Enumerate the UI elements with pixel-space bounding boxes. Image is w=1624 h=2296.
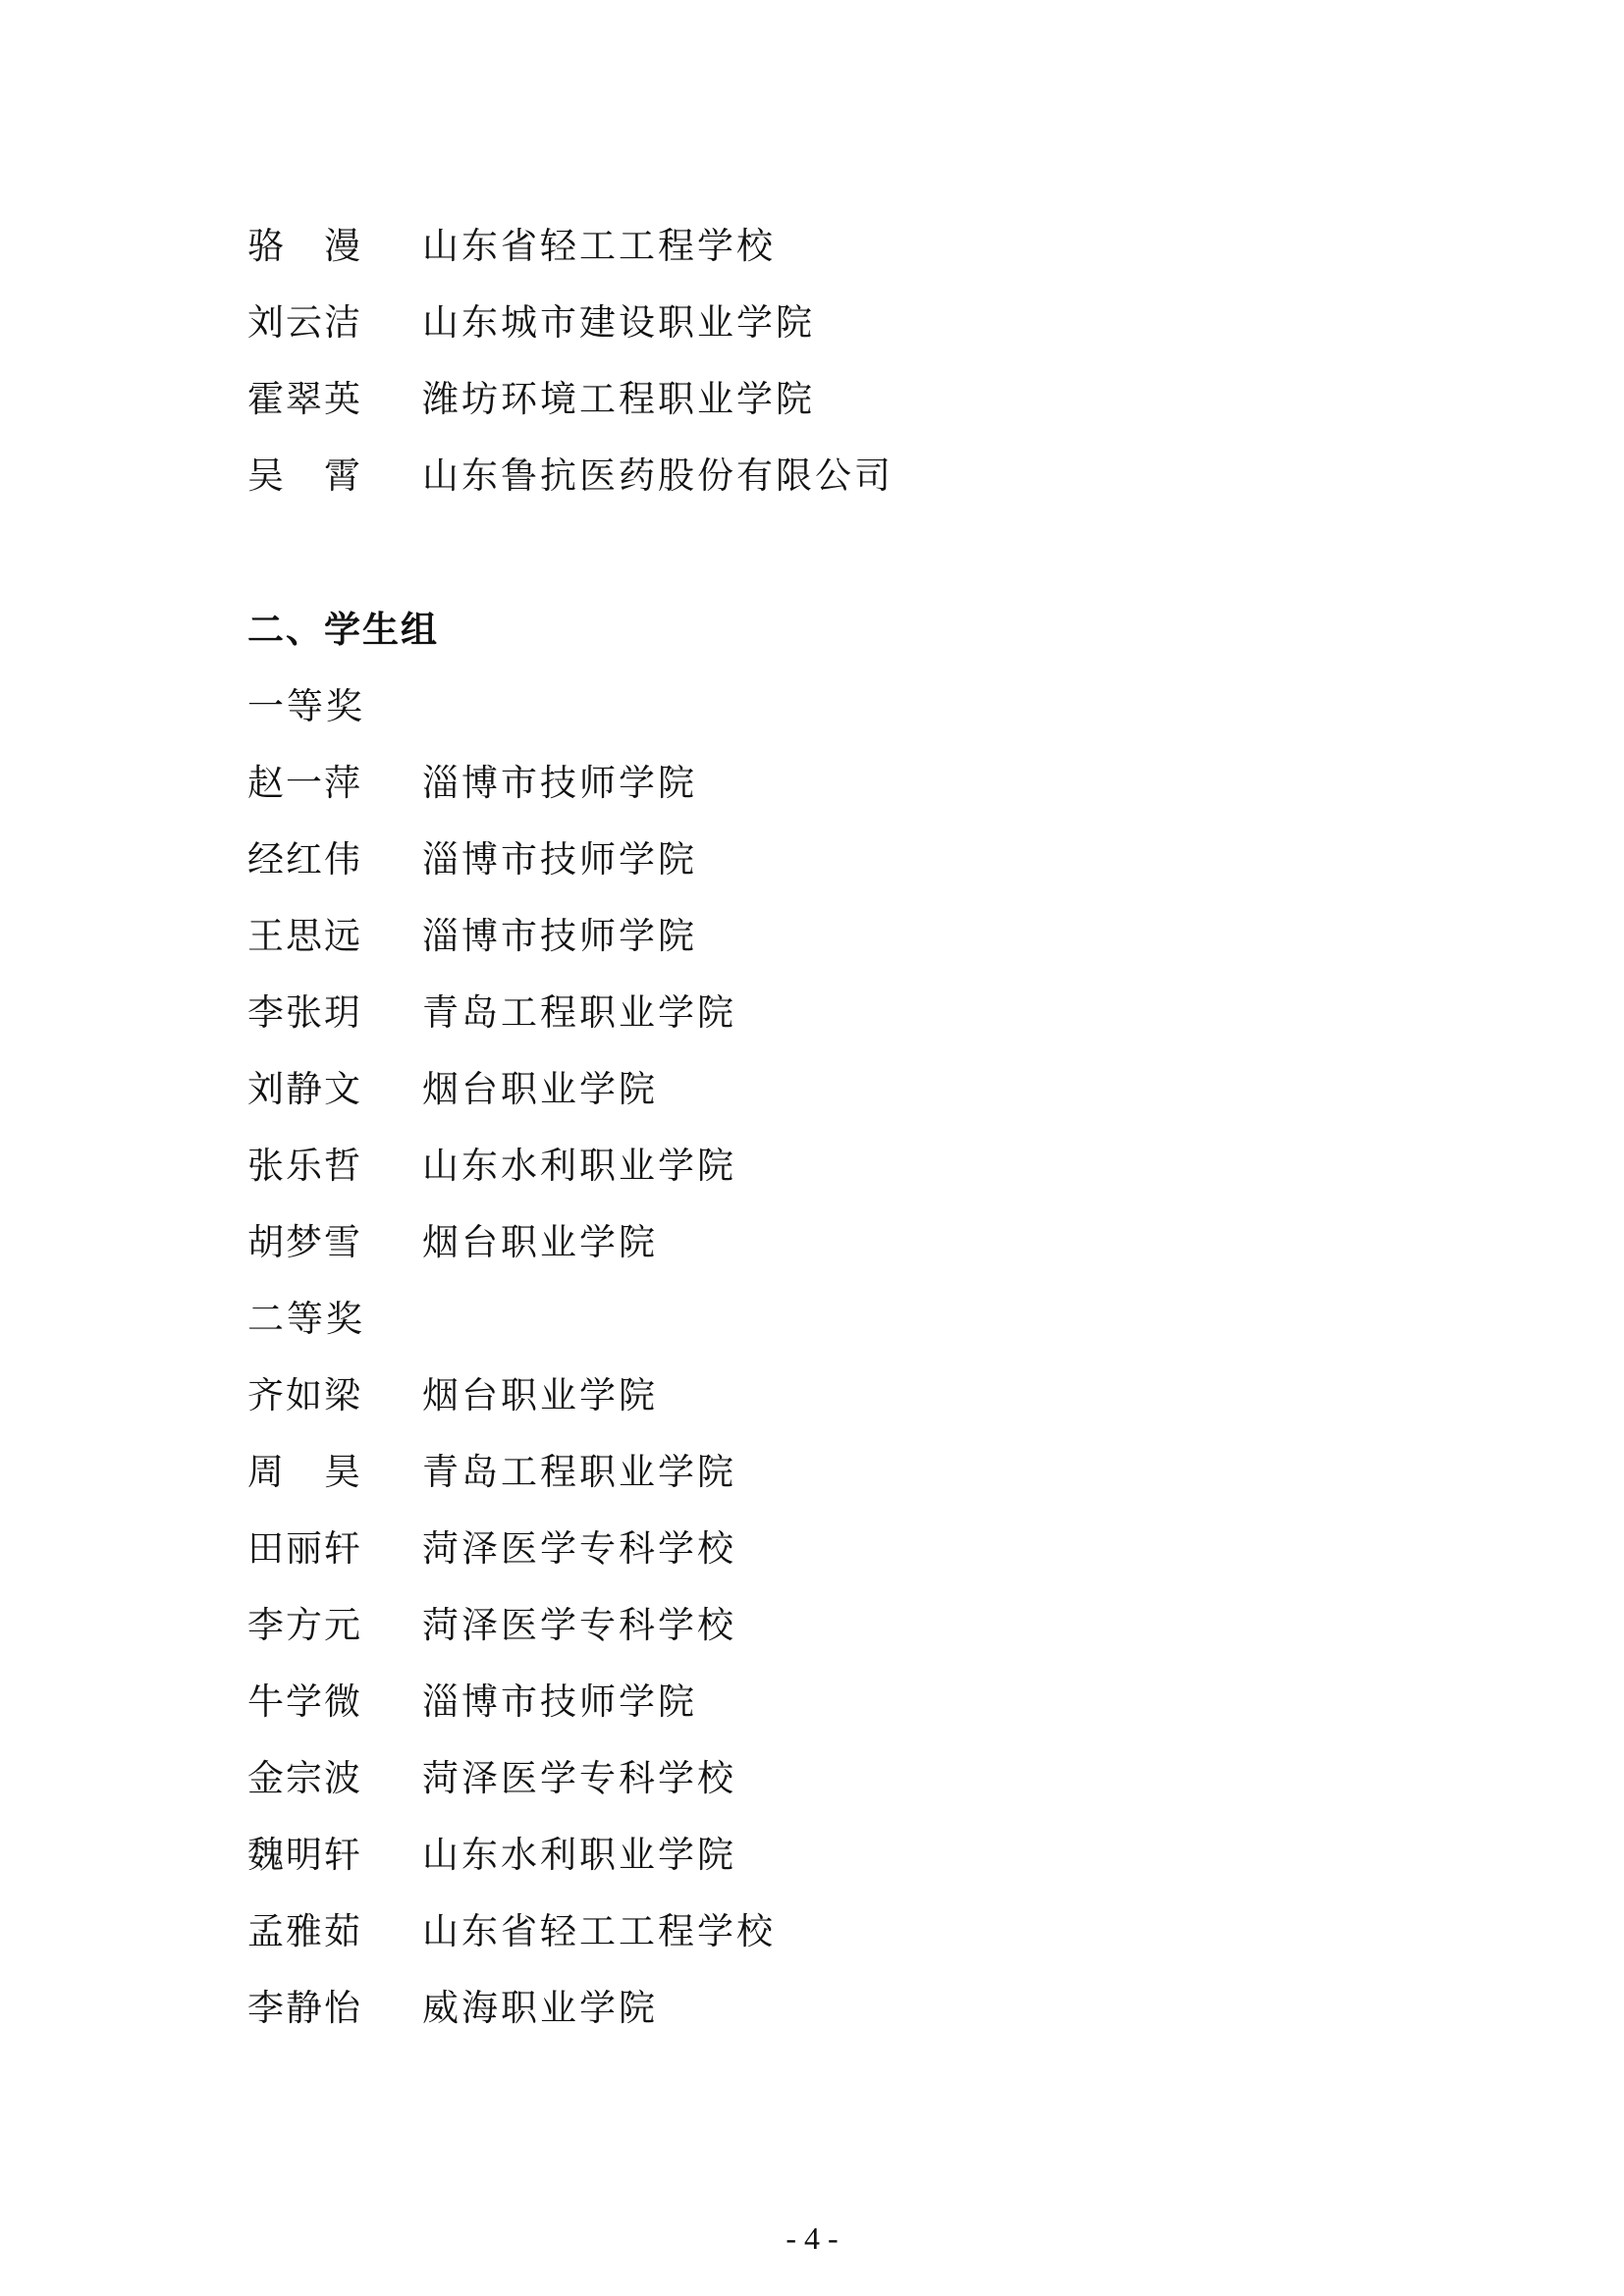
winner-organization: 山东省轻工工程学校 (422, 1910, 776, 1952)
winner-organization: 淄博市技师学院 (422, 1681, 697, 1723)
winner-name: 赵一萍 (247, 762, 362, 804)
winner-organization: 菏泽医学专科学校 (422, 1527, 736, 1570)
winner-organization: 烟台职业学院 (422, 1221, 658, 1263)
list-item (247, 745, 1426, 822)
first-prize-heading: 一等奖 (247, 685, 365, 727)
list-item (247, 1434, 1426, 1511)
winner-name: 牛学微 (247, 1681, 362, 1723)
winner-organization: 青岛工程职业学院 (422, 991, 736, 1034)
winner-name: 李张玥 (247, 991, 362, 1034)
list-item (247, 208, 1426, 285)
list-item (247, 1358, 1426, 1434)
winner-organization: 淄博市技师学院 (422, 838, 697, 881)
winner-name: 张乐哲 (247, 1145, 362, 1187)
list-item (247, 1204, 1426, 1281)
list-item (247, 975, 1426, 1051)
list-item (247, 285, 1426, 361)
list-item (247, 1970, 1426, 2047)
winner-organization: 烟台职业学院 (422, 1374, 658, 1416)
winner-name: 李静怡 (247, 1987, 362, 2029)
winner-name: 经红伟 (247, 838, 362, 881)
list-item (247, 1817, 1426, 1894)
list-item (247, 1587, 1426, 1664)
winner-organization: 山东省轻工工程学校 (422, 225, 776, 267)
winner-organization: 淄博市技师学院 (422, 762, 697, 804)
list-item (247, 1740, 1426, 1817)
winner-name: 骆 漫 (247, 225, 362, 267)
list-item (247, 1894, 1426, 1970)
winner-organization: 山东城市建设职业学院 (422, 301, 815, 344)
winner-organization: 山东水利职业学院 (422, 1834, 736, 1876)
winner-name: 魏明轩 (247, 1834, 362, 1876)
list-item (247, 1051, 1426, 1128)
winner-name: 吴 霄 (247, 454, 362, 497)
winner-organization: 菏泽医学专科学校 (422, 1604, 736, 1646)
section-heading: 二、学生组 (247, 609, 439, 651)
winner-name: 齐如梁 (247, 1374, 362, 1416)
winner-name: 霍翠英 (247, 378, 362, 420)
winner-name: 周 昊 (247, 1451, 362, 1493)
winner-name: 刘云洁 (247, 301, 362, 344)
winner-organization: 烟台职业学院 (422, 1068, 658, 1110)
winner-name: 胡梦雪 (247, 1221, 362, 1263)
list-item (247, 438, 1426, 514)
teacher-list-continued (247, 208, 1426, 514)
winner-organization: 菏泽医学专科学校 (422, 1757, 736, 1799)
winner-name: 孟雅茹 (247, 1910, 362, 1952)
list-item (247, 822, 1426, 898)
winner-organization: 青岛工程职业学院 (422, 1451, 736, 1493)
second-prize-heading: 二等奖 (247, 1298, 365, 1340)
winner-name: 金宗波 (247, 1757, 362, 1799)
winner-organization: 山东鲁抗医药股份有限公司 (422, 454, 893, 497)
winner-name: 李方元 (247, 1604, 362, 1646)
list-item (247, 1511, 1426, 1587)
winner-organization: 山东水利职业学院 (422, 1145, 736, 1187)
list-item (247, 361, 1426, 438)
list-item (247, 1664, 1426, 1740)
winner-organization: 潍坊环境工程职业学院 (422, 378, 815, 420)
winner-name: 田丽轩 (247, 1527, 362, 1570)
winner-name: 王思远 (247, 915, 362, 957)
student-group-section (247, 592, 1426, 2047)
list-item (247, 1128, 1426, 1204)
winner-organization: 淄博市技师学院 (422, 915, 697, 957)
winner-name: 刘静文 (247, 1068, 362, 1110)
list-item (247, 898, 1426, 975)
winner-organization: 威海职业学院 (422, 1987, 658, 2029)
page-number: - 4 - (785, 2220, 839, 2256)
